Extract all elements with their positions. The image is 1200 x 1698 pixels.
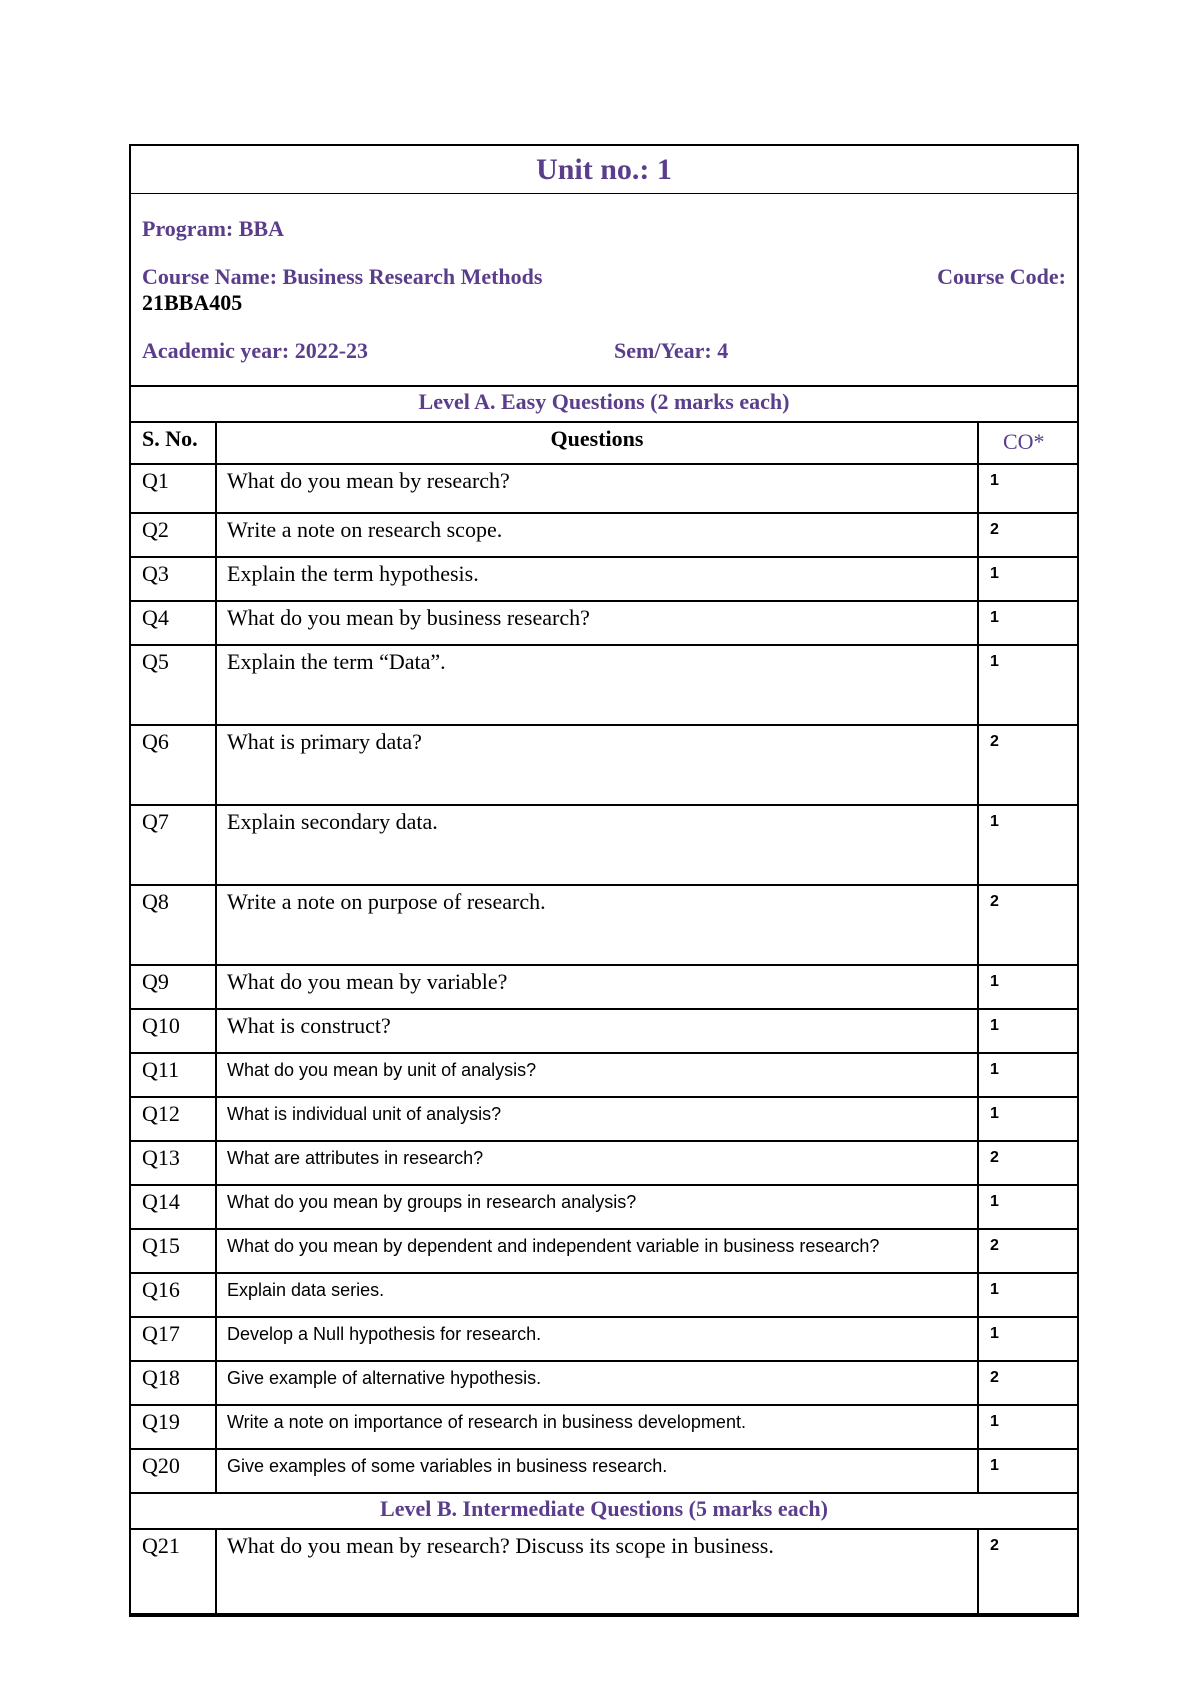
course-outcome: 1 (978, 805, 1077, 885)
course-info (131, 194, 1077, 387)
table-row (131, 1097, 1077, 1141)
course-outcome: 1 (978, 1317, 1077, 1361)
question-number: Q2 (131, 513, 216, 557)
question-number: Q20 (131, 1449, 216, 1493)
question-bank-table (129, 144, 1079, 1617)
table-row (131, 513, 1077, 557)
course-outcome: 1 (978, 1009, 1077, 1053)
course-outcome: 1 (978, 1185, 1077, 1229)
question-text: What do you mean by variable? (216, 965, 978, 1009)
question-text: What do you mean by dependent and independent variable in business research? (216, 1229, 978, 1273)
question-number: Q13 (131, 1141, 216, 1185)
course-outcome: 2 (978, 1141, 1077, 1185)
course-name: Course Name: Business Research Methods (142, 264, 543, 289)
table-row (131, 1530, 1077, 1614)
question-text: Explain the term “Data”. (216, 645, 978, 725)
course-outcome: 2 (978, 1530, 1077, 1614)
course-outcome: 2 (978, 725, 1077, 805)
question-number: Q1 (131, 464, 216, 513)
table-row (131, 645, 1077, 725)
course-outcome: 1 (978, 1405, 1077, 1449)
question-number: Q17 (131, 1317, 216, 1361)
course-outcome: 1 (978, 645, 1077, 725)
header-sno: S. No. (131, 423, 216, 464)
table-row (131, 1273, 1077, 1317)
course-outcome: 1 (978, 965, 1077, 1009)
question-number: Q3 (131, 557, 216, 601)
table-row (131, 805, 1077, 885)
level-a-table (131, 423, 1077, 1494)
sem-year: Sem/Year: 4 (614, 338, 729, 363)
question-number: Q6 (131, 725, 216, 805)
question-text: What are attributes in research? (216, 1141, 978, 1185)
table-row (131, 1317, 1077, 1361)
course-outcome: 1 (978, 601, 1077, 645)
question-text: Write a note on importance of research in business development. (216, 1405, 978, 1449)
question-text: What do you mean by research? (216, 464, 978, 513)
table-row (131, 1141, 1077, 1185)
level-b-heading: Level B. Intermediate Questions (5 marks each) (131, 1494, 1077, 1530)
header-questions: Questions (216, 423, 978, 464)
table-row (131, 1053, 1077, 1097)
question-text: What do you mean by research? Discuss its scope in business. (216, 1530, 978, 1614)
header-co: CO* (978, 423, 1077, 464)
question-number: Q21 (131, 1530, 216, 1614)
table-row (131, 1185, 1077, 1229)
course-outcome: 1 (978, 1097, 1077, 1141)
program-label: Program: BBA (142, 216, 284, 241)
question-number: Q15 (131, 1229, 216, 1273)
academic-year: Academic year: 2022-23 (142, 338, 369, 363)
question-text: What is individual unit of analysis? (216, 1097, 978, 1141)
table-row (131, 885, 1077, 965)
question-number: Q8 (131, 885, 216, 965)
unit-title: Unit no.: 1 (131, 146, 1077, 194)
question-text: What is construct? (216, 1009, 978, 1053)
course-outcome: 1 (978, 557, 1077, 601)
question-number: Q19 (131, 1405, 216, 1449)
question-number: Q9 (131, 965, 216, 1009)
question-number: Q14 (131, 1185, 216, 1229)
question-number: Q16 (131, 1273, 216, 1317)
table-row (131, 1009, 1077, 1053)
level-a-heading: Level A. Easy Questions (2 marks each) (131, 387, 1077, 423)
question-text: Give examples of some variables in business research. (216, 1449, 978, 1493)
question-text: Explain secondary data. (216, 805, 978, 885)
table-row (131, 1405, 1077, 1449)
question-text: What do you mean by business research? (216, 601, 978, 645)
course-outcome: 1 (978, 1053, 1077, 1097)
table-header-row (131, 423, 1077, 464)
question-number: Q11 (131, 1053, 216, 1097)
course-outcome: 1 (978, 1273, 1077, 1317)
course-outcome: 1 (978, 464, 1077, 513)
question-number: Q7 (131, 805, 216, 885)
course-outcome: 2 (978, 1229, 1077, 1273)
question-number: Q12 (131, 1097, 216, 1141)
course-outcome: 2 (978, 513, 1077, 557)
table-row (131, 1449, 1077, 1493)
question-text: Give example of alternative hypothesis. (216, 1361, 978, 1405)
question-text: Write a note on purpose of research. (216, 885, 978, 965)
table-row (131, 1361, 1077, 1405)
question-text: What is primary data? (216, 725, 978, 805)
table-row (131, 965, 1077, 1009)
table-row (131, 1229, 1077, 1273)
question-number: Q10 (131, 1009, 216, 1053)
question-number: Q4 (131, 601, 216, 645)
question-text: What do you mean by groups in research analysis? (216, 1185, 978, 1229)
question-number: Q5 (131, 645, 216, 725)
question-text: Develop a Null hypothesis for research. (216, 1317, 978, 1361)
course-outcome: 2 (978, 885, 1077, 965)
question-text: Write a note on research scope. (216, 513, 978, 557)
table-row (131, 464, 1077, 513)
question-number: Q18 (131, 1361, 216, 1405)
course-outcome: 2 (978, 1361, 1077, 1405)
table-row (131, 557, 1077, 601)
course-code: 21BBA405 (142, 290, 243, 315)
course-code-label: Course Code: (937, 264, 1066, 289)
question-text: What do you mean by unit of analysis? (216, 1053, 978, 1097)
course-outcome: 1 (978, 1449, 1077, 1493)
question-text: Explain the term hypothesis. (216, 557, 978, 601)
table-row (131, 601, 1077, 645)
question-text: Explain data series. (216, 1273, 978, 1317)
table-row (131, 725, 1077, 805)
level-b-table (131, 1530, 1077, 1615)
